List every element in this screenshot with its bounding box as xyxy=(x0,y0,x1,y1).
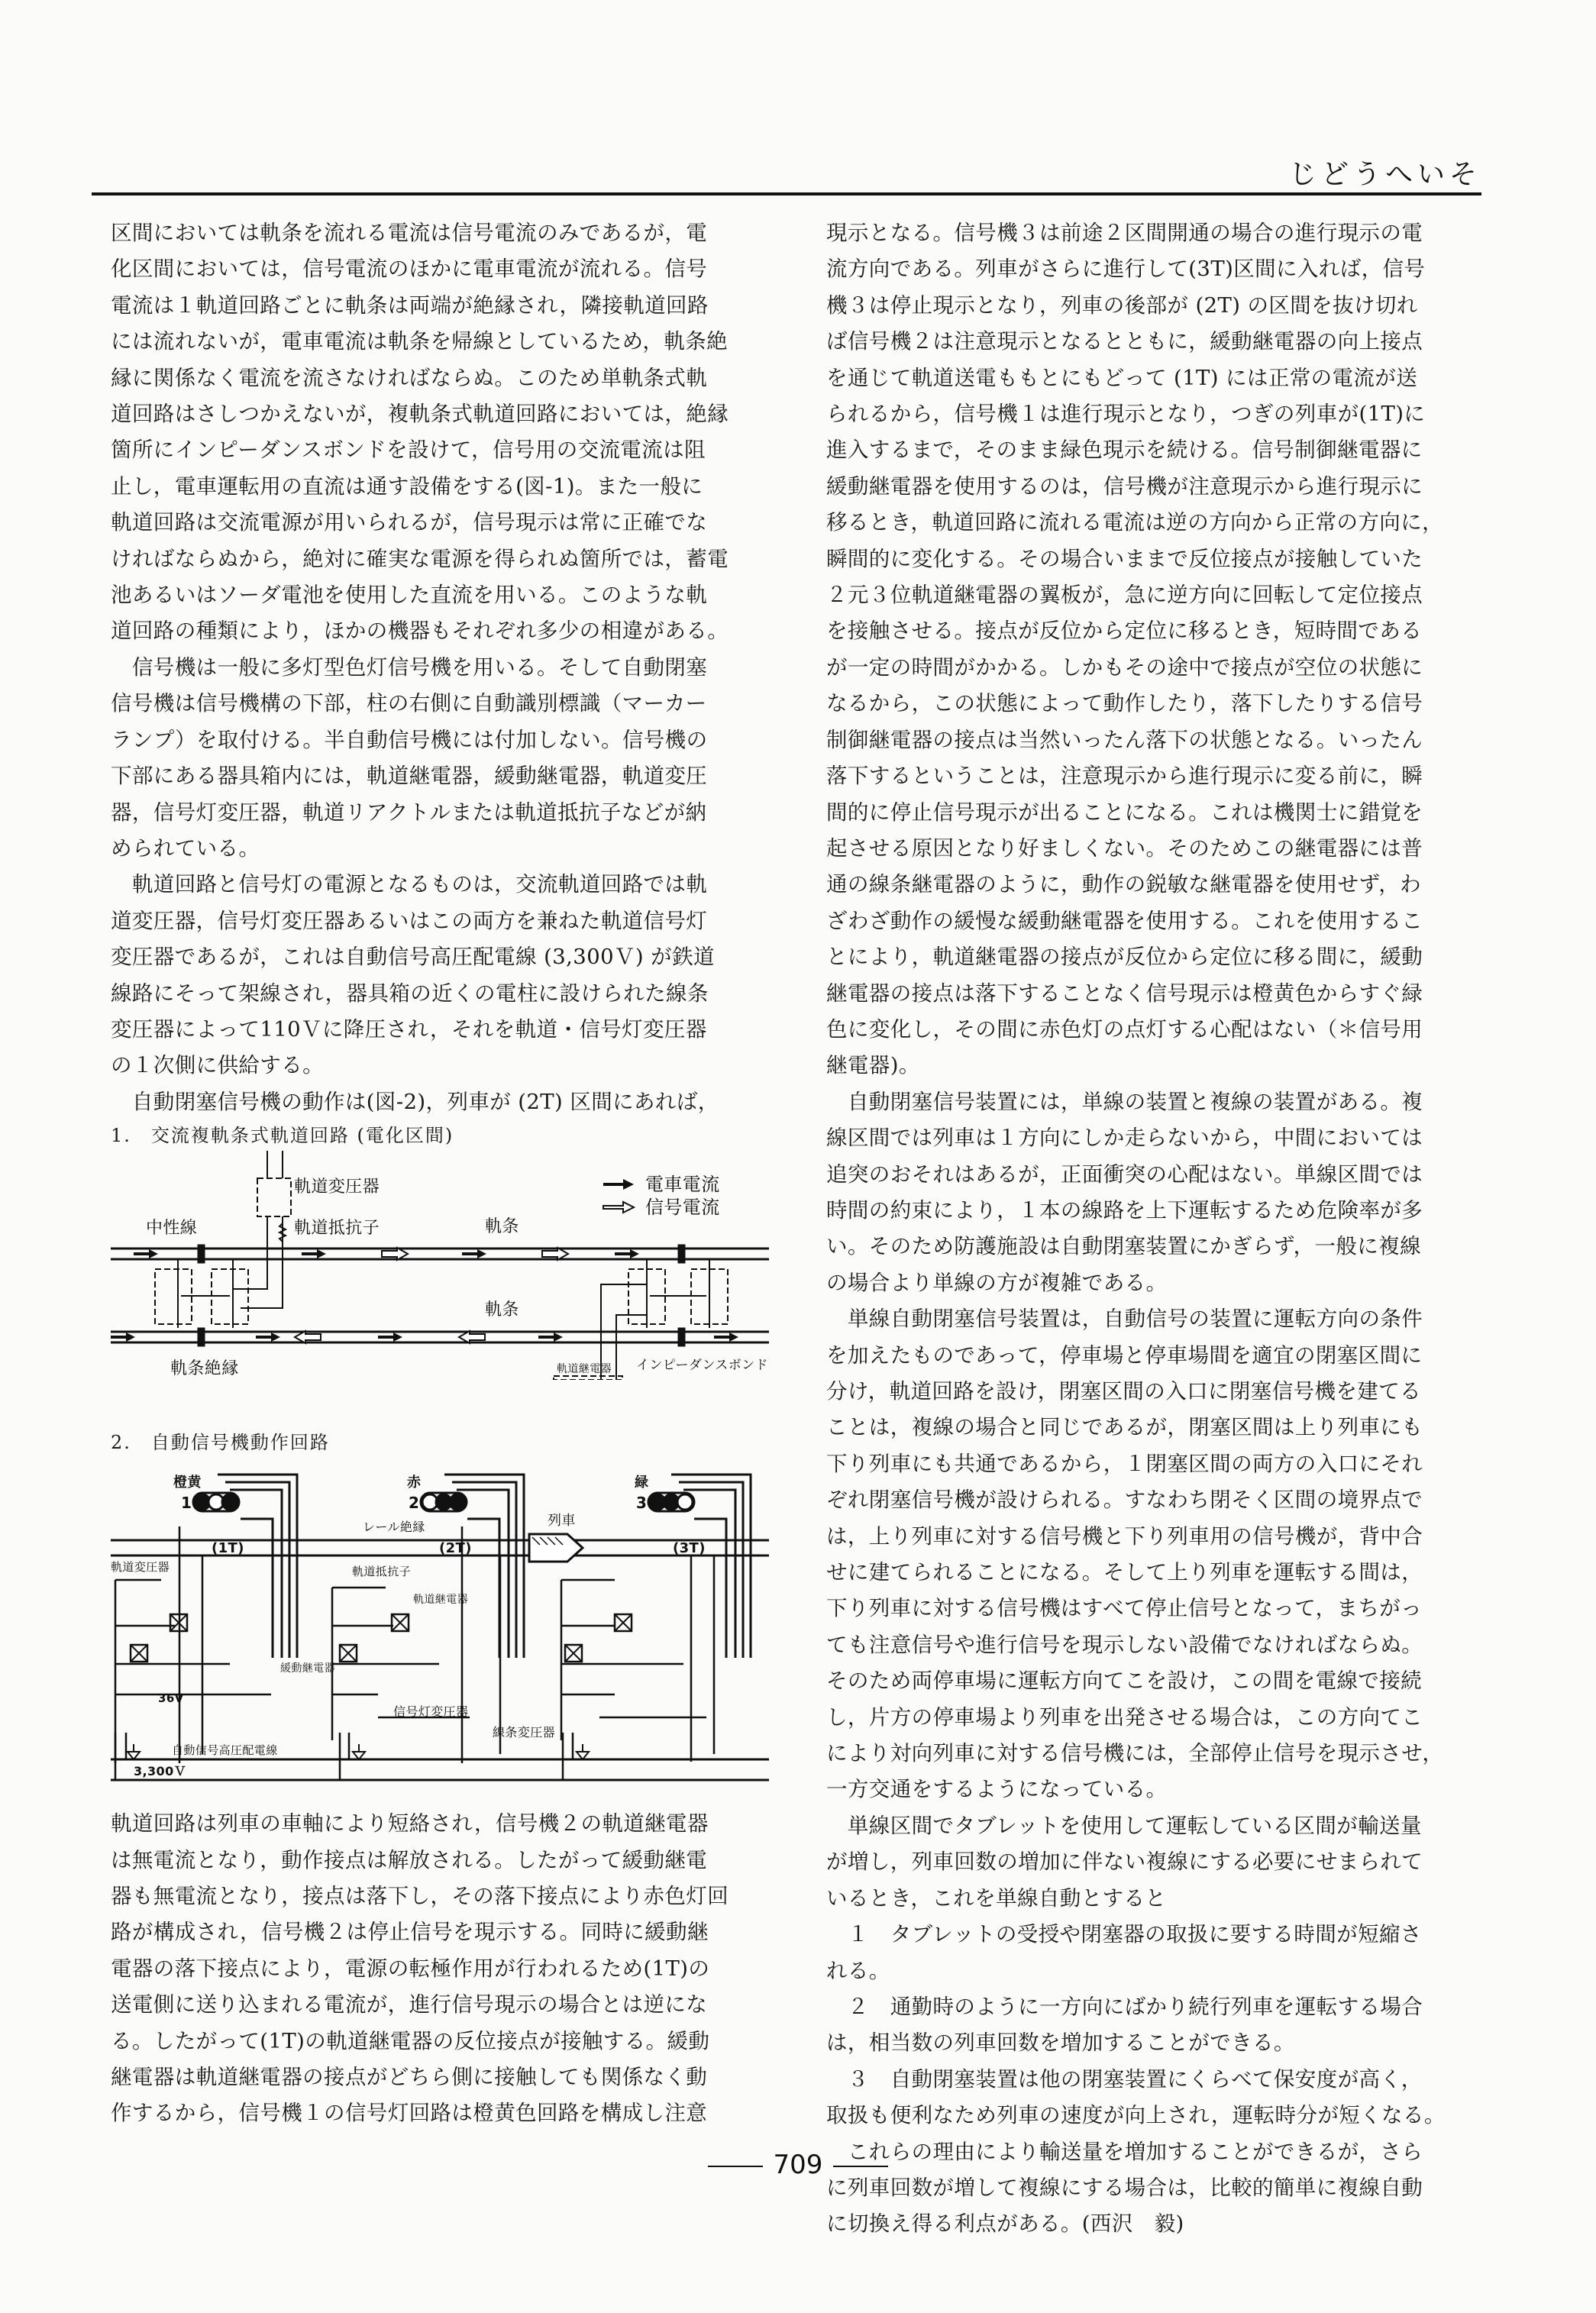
wire xyxy=(179,1526,714,1763)
right-paragraph-2 xyxy=(826,1084,1485,1301)
left-paragraph-4 xyxy=(111,1084,769,1120)
line-transformer xyxy=(115,1733,126,1780)
text-line: 単線自動閉塞信号装置は，自動信号の装置に運転方向の条件 xyxy=(826,1307,1423,1332)
text-line: 現示となる。信号機３は前途２区間開通の場合の進行現示の電 xyxy=(826,221,1423,245)
text-line: ても注意信号や進行信号を現示しない設備でなければならぬ。 xyxy=(826,1632,1423,1657)
track-transformer-box xyxy=(257,1178,291,1216)
text-line: は，上り列車に対する信号機と下り列車用の信号機が，背中合 xyxy=(826,1523,1423,1549)
label-lamp-voltage: 36V xyxy=(158,1691,184,1706)
label-neutral-wire: 中性線 xyxy=(146,1219,198,1239)
text-line: 追突のおそれはあるが，正面衝突の心配はない。単線区間では xyxy=(826,1161,1423,1187)
legend-label-train-current: 電車電流 xyxy=(645,1174,720,1196)
train-current-arrow xyxy=(462,1249,486,1258)
text-line: せに建てられることになる。そして上り列車を運転する間は， xyxy=(826,1560,1423,1585)
text-line: ２元３位軌道継電器の翼板が，急に逆方向に回転して定位接点 xyxy=(826,583,1423,608)
label-rail-insulation: レール絶縁 xyxy=(363,1520,425,1535)
text-line: 線区間では列車は１方向にしか走らないから，中間においては xyxy=(826,1126,1423,1151)
label-rail-top: 軌条 xyxy=(485,1217,519,1237)
label-slow-relay: 緩動継電器 xyxy=(280,1662,335,1675)
wire xyxy=(561,1580,706,1740)
text-line: 変圧器であるが，これは自動信号高圧配電線 (3,300Ｖ) が鉄道 xyxy=(111,945,715,970)
text-line: 継電器)。 xyxy=(826,1053,920,1078)
numbered-list xyxy=(826,1917,1485,2134)
text-line: 止し，電車運転用の直流は通す設備をする(図-1)。また一般に xyxy=(111,473,703,499)
text-line: に列車回数が増して複線にする場合は，比較的簡単に複線自動 xyxy=(826,2175,1423,2200)
train-current-arrow xyxy=(302,1249,326,1258)
text-line: 起させる原因となり好ましくない。そのためこの継電器には普 xyxy=(826,835,1423,861)
text-line: に切換え得る利点がある。(西沢 毅) xyxy=(826,2211,1184,2237)
text-line: 軌道回路は交流電源が用いられるが，信号現示は常に正確でな xyxy=(111,510,708,535)
text-line: は，相当数の列車回数を増加することができる。 xyxy=(826,2030,1295,2056)
text-line: 縁に関係なく電流を流さなければならぬ。このため単軌条式軌 xyxy=(111,365,708,390)
text-line: が増し，列車回数の増加に伴ない複線にする必要にせまられて xyxy=(826,1849,1423,1875)
text-line: 移るとき，軌道回路に流れる電流は逆の方向から正常の方向に， xyxy=(826,510,1443,535)
rail-insulation-mark xyxy=(679,1245,684,1262)
wire xyxy=(233,1151,283,1308)
text-line: の場合より単線の方が複雑である。 xyxy=(826,1270,1168,1295)
left-paragraph-2 xyxy=(111,650,769,867)
ground-icon xyxy=(128,1744,140,1759)
section-1t-label: (1T) xyxy=(212,1540,244,1557)
text-line: 制御継電器の接点は当然いったん落下の状態となる。いったん xyxy=(826,727,1423,752)
train-current-arrow xyxy=(714,1333,738,1342)
text-line: を通じて軌道送電ももとにもどって (1T) には正常の電流が送 xyxy=(826,365,1418,390)
text-line: 継電器は軌道継電器の接点がどちら側に接触しても関係なく動 xyxy=(111,2065,708,2089)
signal-2-number: 2 xyxy=(409,1494,420,1513)
text-line: これらの理由により輸送量を増加することができるが，さら xyxy=(826,2139,1423,2164)
text-line: により対向列車に対する信号機には，全部停止信号を現示させ， xyxy=(826,1741,1444,1766)
text-line: 下り列車にも共通であるから，１閉塞区間の両方の入口にそれ xyxy=(826,1451,1423,1476)
signal-1-aspect-label: 橙黄 xyxy=(173,1475,202,1491)
text-line: ２ 通勤時のように一方向にばかり続行列車を運転する場合 xyxy=(826,1994,1423,2019)
text-line: 道変圧器，信号灯変圧器あるいはこの両方を兼ねた軌道信号灯 xyxy=(111,908,708,933)
text-line: ば信号機２は注意現示となるとともに，緩動継電器の向上接点 xyxy=(826,329,1423,354)
signal-3-lamp-green xyxy=(677,1494,693,1510)
signal-1-lamp-green xyxy=(222,1494,237,1510)
right-paragraph-1 xyxy=(826,215,1485,1084)
text-line: 進入するまで，そのまま緑色現示を続ける。信号制御継電器に xyxy=(826,438,1423,463)
left-paragraph-3 xyxy=(111,867,769,1084)
rail-insulation-mark xyxy=(679,1329,684,1345)
section-2t-label: (2T) xyxy=(439,1540,472,1557)
signal-3-number: 3 xyxy=(636,1494,648,1513)
train-current-arrow xyxy=(615,1249,639,1258)
train-current-arrow xyxy=(378,1333,402,1342)
text-line: 時間の約束により，１本の線路を上下運転するため危険率が多 xyxy=(826,1197,1423,1223)
figure-2-caption: 2. 自動信号機動作回路 xyxy=(111,1432,330,1454)
line-transformer xyxy=(340,1733,349,1780)
figure-1-legend xyxy=(603,1174,720,1218)
signal-3-aspect-label: 緑 xyxy=(635,1475,649,1491)
text-line: る。したがって(1T)の軌道継電器の反位接点が接触する。緩動 xyxy=(111,2028,710,2053)
text-line: なるから，この状態によって動作したり，落下したりする信号 xyxy=(826,691,1423,716)
text-line: 器，信号灯変圧器，軌道リアクトルまたは軌道抵抗子などが納 xyxy=(111,800,707,825)
ground-icon xyxy=(577,1744,589,1759)
text-line: は無電流となり，動作接点は解放される。したがって緩動継電 xyxy=(111,1847,708,1872)
text-line: められている。 xyxy=(111,835,260,861)
figure-1-caption: 1. 交流複軌条式軌道回路 (電化区間) xyxy=(111,1125,454,1147)
text-line: 落下するということは，注意現示から進行現示に変る前に，瞬 xyxy=(826,764,1423,789)
train-current-arrow xyxy=(538,1333,563,1342)
text-line: とにより，軌道継電器の接点が反位から定位に移る間に，緩動 xyxy=(826,945,1423,970)
right-paragraph-4 xyxy=(826,1808,1485,1917)
running-head: じどうへいそ xyxy=(1288,159,1481,190)
text-line: １ タブレットの受授や閉塞器の取扱に要する時間が短縮さ xyxy=(826,1922,1422,1947)
text-line: 自動閉塞信号機の動作は(図-2)，列車が (2T) 区間にあれば， xyxy=(111,1089,719,1114)
text-line: 箇所にインピーダンスボンドを設けて，信号用の交流電流は阻 xyxy=(111,438,706,463)
page-number xyxy=(0,2150,1596,2180)
label-line-transformer: 線条変圧器 xyxy=(493,1725,556,1740)
text-line: い。そのため防護施設は自動閉塞装置にかぎらず，一般に複線 xyxy=(826,1234,1421,1259)
text-line: 流方向である。列車がさらに進行して(3T)区間に入れば，信号 xyxy=(826,257,1426,282)
text-line: ぞれ閉塞信号機が設けられる。すなわち閉そく区間の境界点で xyxy=(826,1488,1423,1513)
legend-solid-arrow-icon xyxy=(603,1179,634,1190)
text-line: 道回路はさしつかえないが，複軌条式軌道回路においては，絶縁 xyxy=(111,402,729,427)
section-3t-label: (3T) xyxy=(673,1540,706,1557)
text-line: 池あるいはソーダ電池を使用した直流を用いる。このような軌 xyxy=(111,583,708,608)
text-line: ことは，複線の場合と同じであるが，閉塞区間は上り列車にも xyxy=(826,1415,1423,1440)
text-line: 継電器の接点は落下することなく信号現示は橙黄色からすぐ緑 xyxy=(826,980,1423,1006)
legend-hollow-arrow-icon xyxy=(603,1202,634,1213)
label-rail-insulation: 軌条絶縁 xyxy=(170,1359,239,1379)
text-line: を接触させる。接点が反位から定位に移るとき，短時間である xyxy=(826,619,1423,644)
label-rail-bottom: 軌条 xyxy=(485,1300,519,1320)
text-line: 間的に停止信号現示が出ることになる。これは機関士に錯覚を xyxy=(826,800,1423,825)
figure-2-automatic-signal-circuit-diagram xyxy=(111,1473,769,1801)
text-line: ければならぬから，絶対に確実な電源を得られぬ箇所では，蓄電 xyxy=(111,546,729,571)
ground-icon xyxy=(353,1744,365,1759)
rail-insulation-mark xyxy=(199,1329,204,1345)
text-line: 分け，軌道回路を設け，閉塞区間の入口に閉塞信号機を建てる xyxy=(826,1379,1421,1404)
label-signal-lamp-transformer: 信号灯変圧器 xyxy=(393,1704,469,1720)
text-line: 区間においては軌条を流れる電流は信号電流のみであるが，電 xyxy=(111,221,708,245)
text-line: 送電側に送り込まれる電流が，進行信号現示の場合とは逆にな xyxy=(111,1992,708,2017)
label-track-relay: 軌道継電器 xyxy=(413,1594,468,1607)
text-line: には流れないが，電車電流は軌条を帰線としているため，軌条絶 xyxy=(111,329,728,354)
text-line: 変圧器によって110Ｖに降圧され，それを軌道・信号灯変圧器 xyxy=(111,1016,707,1042)
text-line: 器も無電流となり，接点は落下し，その落下接点により赤色灯回 xyxy=(111,1883,729,1908)
left-paragraph-5 xyxy=(111,1806,769,2132)
text-line: ざわざ動作の緩慢な緩動継電器を使用する。これを使用するこ xyxy=(826,908,1423,933)
figure-1-track-circuit-diagram xyxy=(111,1151,769,1380)
text-line: 取扱も便利なため列車の速度が向上され，運転時分が短くなる。 xyxy=(826,2103,1446,2128)
train-current-arrow xyxy=(134,1249,158,1258)
text-line: 単線区間でタブレットを使用して運転している区間が輸送量 xyxy=(826,1813,1422,1838)
text-line: 瞬間的に変化する。その場合いままで反位接点が接触していた xyxy=(826,546,1423,571)
page-number-dash-left xyxy=(708,2166,763,2167)
text-line: 軌道回路と信号灯の電源となるものは，交流軌道回路では軌 xyxy=(111,872,708,897)
right-paragraph-3 xyxy=(826,1301,1485,1808)
list-item xyxy=(826,1989,1485,2062)
label-track-transformer: 軌道変圧器 xyxy=(111,1560,170,1575)
text-line: られるから，信号機１は進行現示となり，つぎの列車が(1T)に xyxy=(826,402,1426,427)
header-rule xyxy=(92,192,1481,195)
rail-insulation-mark xyxy=(199,1245,204,1262)
train-current-arrow xyxy=(111,1333,135,1342)
signal-1-number: 1 xyxy=(181,1494,192,1513)
text-line: 自動閉塞信号装置には，単線の装置と複線の装置がある。複 xyxy=(826,1089,1423,1114)
train-current-arrow xyxy=(256,1333,280,1342)
relay-cross xyxy=(131,1614,632,1662)
label-hv-line: 自動信号高圧配電線 xyxy=(172,1743,278,1758)
track-relay-box xyxy=(554,1376,622,1380)
label-track-resistor: 軌道抵抗子 xyxy=(294,1219,380,1239)
text-line: 線路にそって架線され，器具箱の近くの電柱に設けられた線条 xyxy=(111,980,709,1006)
list-item xyxy=(826,1917,1485,1989)
text-line: そのため両停車場に運転方向てこを設け，この間を電線で接続 xyxy=(826,1669,1423,1694)
text-line: 信号機は信号機構の下部，柱の右側に自動識別標識（マーカー xyxy=(111,691,707,716)
label-track-transformer: 軌道変圧器 xyxy=(294,1177,380,1197)
text-line: 化区間においては，信号電流のほかに電車電流が流れる。信号 xyxy=(111,257,708,282)
right-column xyxy=(826,215,1485,2243)
signal-2-lamp-green xyxy=(450,1494,465,1510)
text-line: 信号機は一般に多灯型色灯信号機を用いる。そして自動閉塞 xyxy=(111,654,708,680)
text-line: 作するから，信号機１の信号灯回路は橙黄色回路を構成し注意 xyxy=(111,2101,708,2126)
text-line: が一定の時間がかかる。しかもその途中で接点が空位の状態に xyxy=(826,654,1423,680)
text-line: 路が構成され，信号機２は停止信号を現示する。同時に緩動継 xyxy=(111,1920,709,1945)
left-column xyxy=(111,215,769,2132)
text-line: 機３は停止現示となり，列車の後部が (2T) の区間を抜け切れ xyxy=(826,292,1418,318)
label-impedance-bond: インピーダンスボンド xyxy=(636,1358,768,1374)
text-line: いるとき，これを単線自動とすると xyxy=(826,1885,1167,1911)
signal-2-aspect-label: 赤 xyxy=(407,1475,422,1491)
text-line: 軌道回路は列車の車軸により短絡され，信号機２の軌道継電器 xyxy=(111,1811,709,1837)
text-line: 一方交通をするようになっている。 xyxy=(826,1777,1168,1802)
page-number-value: 709 xyxy=(773,2150,823,2180)
list-item xyxy=(826,2062,1485,2134)
text-line: 電流は１軌道回路ごとに軌条は両端が絶縁され，隣接軌道回路 xyxy=(111,292,709,318)
text-line: ３ 自動閉塞装置は他の閉塞装置にくらべて保安度が高く， xyxy=(826,2066,1423,2092)
text-line: を加えたものであって，停車場と停車場間を適宜の閉塞区間に xyxy=(826,1342,1423,1368)
text-line: れる。 xyxy=(826,1958,890,1983)
text-line: 電器の落下接点により，電源の転極作用が行われるため(1T)の xyxy=(111,1956,710,1981)
text-line: 通の線条継電器のように，動作の鋭敏な継電器を使用せず，わ xyxy=(826,872,1421,897)
label-train: 列車 xyxy=(548,1513,576,1530)
text-line: 下り列車に対する信号機はすべて停止信号となって，まちがっ xyxy=(826,1596,1423,1621)
text-line: ランプ）を取付ける。半自動信号機には付加しない。信号機の xyxy=(111,727,708,752)
label-track-relay: 軌道継電器 xyxy=(557,1363,612,1376)
text-line: 色に変化し，その間に赤色灯の点灯する心配はない（＊信号用 xyxy=(826,1016,1423,1042)
left-paragraph-1 xyxy=(111,215,769,650)
text-line: 緩動継電器を使用するのは，信号機が注意現示から進行現示に xyxy=(826,473,1423,499)
wire xyxy=(115,1580,271,1763)
text-line: 道回路の種類により，ほかの機器もそれぞれ多少の相違がある。 xyxy=(111,619,729,644)
legend-label-signal-current: 信号電流 xyxy=(645,1197,720,1219)
line-transformer xyxy=(563,1733,573,1780)
text-line: 下部にある器具箱内には，軌道継電器，緩動継電器，軌道変圧 xyxy=(111,764,708,789)
page-number-dash-right xyxy=(833,2166,888,2167)
text-line: し，片方の停車場より列車を出発させる場合は，この方向てこ xyxy=(826,1704,1423,1730)
label-voltage: 3,300Ｖ xyxy=(134,1764,187,1779)
text-line: の１次側に供給する。 xyxy=(111,1053,324,1078)
label-track-resistor: 軌道抵抗子 xyxy=(352,1565,412,1579)
